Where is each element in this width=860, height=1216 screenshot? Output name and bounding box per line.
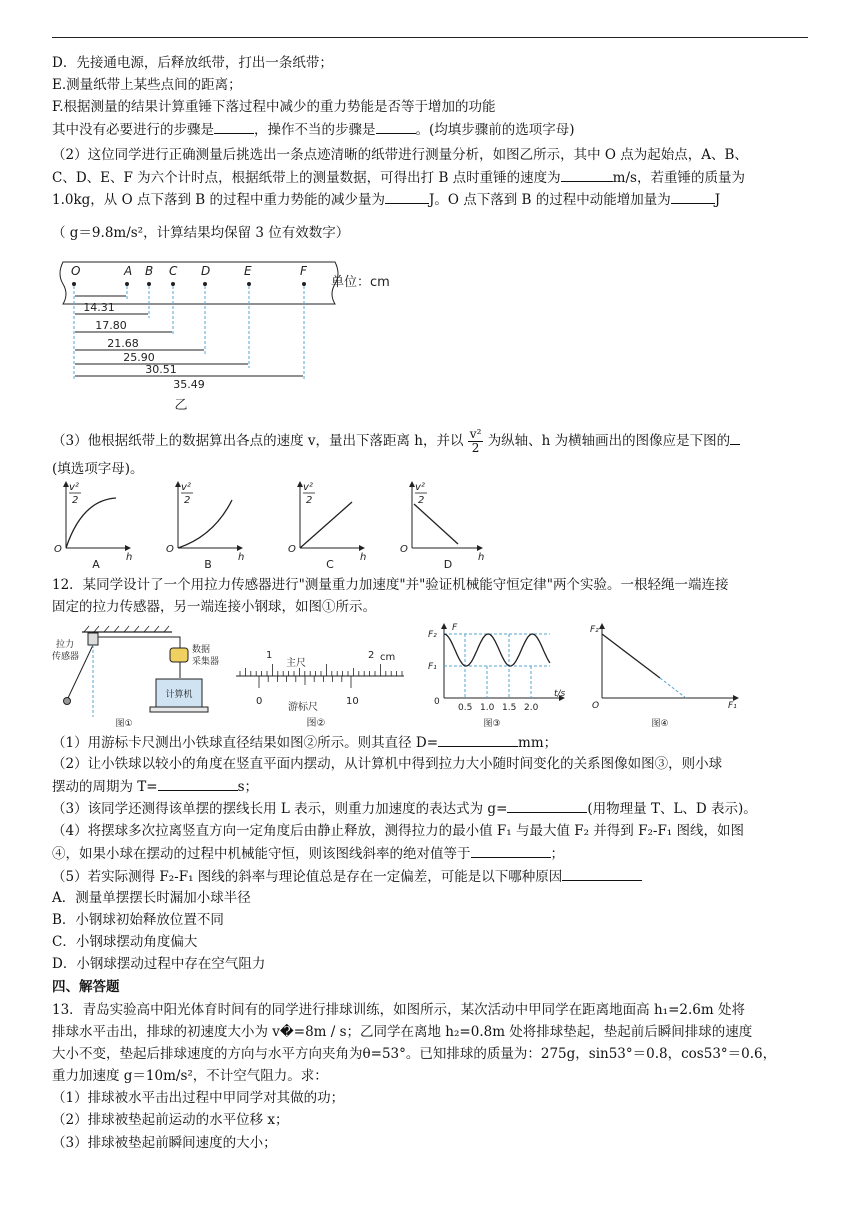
svg-text:计算机: 计算机	[165, 690, 193, 700]
q2-line1: （2）这位同学进行正确测量后挑选出一条点迹清晰的纸带进行测量分析，如图乙所示，其中 O 点为起始点，A、B、	[52, 147, 748, 163]
answer-blank[interactable]	[471, 843, 551, 858]
svg-text:2: 2	[72, 495, 79, 506]
tape-dot	[125, 282, 129, 286]
svg-text:0: 0	[256, 696, 263, 707]
steel-ball	[64, 698, 71, 705]
svg-text:0.5: 0.5	[458, 703, 473, 713]
answer-blank[interactable]	[385, 189, 429, 204]
answer-blank[interactable]	[158, 776, 238, 791]
svg-text:2: 2	[184, 495, 191, 506]
q12-s4: （4）将摆球多次拉离竖直方向一定角度后由静止释放，测得拉力的最小值 F₁ 与最大值 F₂ 并得到 F₂-F₁ 图线，如图	[52, 823, 745, 839]
svg-text:2: 2	[306, 495, 313, 506]
svg-text:F₂: F₂	[590, 625, 599, 635]
tape-distance: 30.51	[145, 363, 177, 376]
svg-text:t/s: t/s	[554, 689, 566, 699]
option-d[interactable]: D．小钢球摆动过程中存在空气阻力	[52, 956, 266, 972]
step-e: E.测量纸带上某些点间的距离；	[52, 77, 242, 93]
paper-tape-figure	[55, 256, 405, 416]
option-label: B	[204, 558, 212, 570]
q12-s4b: ④，如果小球在摆动的过程中机械能守恒，则该图线斜率的绝对值等于 ；	[52, 843, 812, 864]
tape-dot	[203, 282, 207, 286]
q13-line3: 大小不变，垫起后排球速度的方向与水平方向夹角为θ=53°。已知排球的质量为：275g，sin53°＝0.8，cos53°＝0.6，	[52, 1046, 777, 1062]
svg-text:O: O	[592, 701, 600, 711]
svg-text:O: O	[166, 544, 174, 555]
v2-over-2: $\frac{\text{v²}}{2}$	[469, 427, 482, 455]
f2-f1-line	[602, 634, 660, 678]
force-curve	[444, 634, 550, 666]
svg-text:2: 2	[418, 495, 425, 506]
svg-text:采集器: 采集器	[192, 657, 220, 667]
tape-point-label: O	[71, 264, 81, 278]
q3-line1: （3）他根据纸带上的数据算出各点的速度 v，量出下落距离 h，并以 $\frac{\text{v²}}{2}$ 为纵轴、h 为横轴画出的图像应是下图的	[52, 426, 812, 456]
svg-text:游标尺: 游标尺	[288, 702, 318, 713]
option-label: A	[92, 558, 100, 570]
figure-caption: 图②	[306, 718, 326, 729]
answer-blank[interactable]	[438, 732, 518, 747]
svg-text:h: h	[478, 552, 485, 563]
svg-text:F₂: F₂	[428, 630, 437, 640]
svg-text:10: 10	[346, 696, 359, 707]
option-graphs	[52, 478, 502, 570]
tape-point-label: E	[244, 264, 252, 278]
tape-distance: 35.49	[173, 378, 205, 391]
option-b[interactable]: B．小钢球初始释放位置不同	[52, 912, 224, 928]
tape-point-label: A	[124, 264, 133, 278]
header-rule	[52, 37, 808, 38]
svg-text:v²: v²	[181, 482, 191, 493]
option-a[interactable]: A．测量单摆摆长时漏加小球半径	[52, 890, 251, 906]
apparatus-figure	[52, 622, 232, 732]
graph-line	[414, 504, 458, 544]
graph-line	[300, 502, 352, 548]
svg-text:F₁: F₁	[728, 701, 737, 711]
answer-blank[interactable]	[561, 167, 613, 182]
svg-text:0: 0	[434, 697, 440, 707]
q12-line2: 固定的拉力传感器，另一端连接小钢球，如图①所示。	[52, 599, 376, 615]
force-sensor	[88, 633, 98, 645]
q13-part1: （1）排球被水平击出过程中甲同学对其做的功；	[52, 1090, 345, 1106]
svg-text:主尺: 主尺	[286, 658, 306, 669]
q12-s5: （5）若实际测得 F₂-F₁ 图线的斜率与理论值总是存在一定偏差，可能是以下哪种原因	[52, 866, 812, 887]
tape-dot	[147, 282, 151, 286]
tape-dot	[302, 282, 306, 286]
svg-text:2.0: 2.0	[524, 703, 539, 713]
svg-text:F₁: F₁	[428, 662, 437, 672]
q13-line4: 重力加速度 g＝10m/s²，不计空气阻力。求：	[52, 1068, 328, 1084]
q2-line2: C、D、E、F 为六个计时点，根据纸带上的测量数据，可得出打 B 点时重锤的速度为 m/s，若重锤的质量为	[52, 167, 812, 188]
tape-point-label: F	[300, 264, 307, 278]
option-label: D	[443, 558, 453, 570]
tape-dot	[171, 282, 175, 286]
q13-line2: 排球水平击出，排球的初速度大小为 v�=8m / s；乙同学在离地 h₂=0.8m 处将排球垫起，垫起前后瞬间排球的速度	[52, 1024, 753, 1040]
svg-text:数据: 数据	[192, 645, 211, 655]
answer-blank[interactable]	[671, 189, 715, 204]
graph-curve	[178, 500, 232, 548]
q3-line2: (填选项字母)。	[52, 461, 144, 477]
svg-text:2: 2	[368, 650, 375, 661]
svg-text:拉力: 拉力	[56, 640, 75, 650]
svg-text:传感器: 传感器	[52, 652, 80, 662]
svg-text:1.0: 1.0	[480, 703, 495, 713]
svg-text:h: h	[238, 552, 245, 563]
q12-s3: （3）该同学还测得该单摆的摆线长用 L 表示，则重力加速度的表达式为 g= (用物理量 T、L、D 表示)。	[52, 798, 812, 819]
tape-point-label: C	[169, 264, 178, 278]
tape-dot	[72, 282, 76, 286]
figure-caption: 图①	[115, 719, 133, 729]
step-d: D．先接通电源，后释放纸带，打出一条纸带；	[52, 55, 333, 71]
q2-line4: （ g＝9.8m/s²，计算结果均保留 3 位有效数字）	[52, 225, 350, 241]
tape-distance: 17.80	[95, 319, 127, 332]
tape-unit: 单位：cm	[331, 275, 390, 290]
tape-distance: 14.31	[83, 301, 115, 314]
q13-part2: （2）排球被垫起前运动的水平位移 x；	[52, 1112, 289, 1128]
paper-tape	[60, 262, 338, 304]
answer-blank[interactable]	[730, 430, 740, 445]
vernier-figure	[232, 640, 412, 732]
figure-caption: 图④	[651, 719, 669, 729]
tape-dot	[247, 282, 251, 286]
answer-blank[interactable]	[507, 798, 587, 813]
answer-blank[interactable]	[214, 119, 254, 134]
svg-text:cm: cm	[380, 652, 396, 663]
f2-f1-graph	[588, 620, 748, 732]
tape-point-label: B	[145, 264, 154, 278]
tape-caption: 乙	[174, 398, 188, 413]
svg-text:O: O	[54, 544, 62, 555]
q13-line1: 13．青岛实验高中阳光体育时间有的同学进行排球训练，如图所示，某次活动中甲同学在距离地面高 h₁=2.6m 处将	[52, 1002, 745, 1018]
svg-text:F: F	[452, 623, 458, 633]
svg-text:v²: v²	[303, 482, 313, 493]
q2-line3: 1.0kg，从 O 点下落到 B 的过程中重力势能的减少量为 J。O 点下落到 B 的过程中动能增加量为 J	[52, 189, 812, 210]
svg-text:O: O	[400, 544, 408, 555]
tape-distance: 21.68	[107, 337, 139, 350]
answer-blank[interactable]	[562, 866, 642, 881]
q12-line1: 12．某同学设计了一个用拉力传感器进行"测量重力加速度"并"验证机械能守恒定律"两个实验。一根轻绳一端连接	[52, 577, 729, 593]
step-f: F.根据测量的结果计算重锤下落过程中减少的重力势能是否等于增加的功能	[52, 99, 496, 115]
svg-text:1: 1	[266, 650, 273, 661]
q12-s1: （1）用游标卡尺测出小铁球直径结果如图②所示。则其直径 D= mm；	[52, 732, 812, 753]
svg-text:h: h	[360, 552, 367, 563]
q1-line: 其中没有必要进行的步骤是 ，操作不当的步骤是 。(均填步骤前的选项字母)	[52, 119, 812, 140]
svg-text:1.5: 1.5	[502, 703, 517, 713]
svg-text:v²: v²	[415, 482, 425, 493]
option-label: C	[326, 558, 334, 570]
q13-part3: （3）排球被垫起前瞬间速度的大小；	[52, 1135, 277, 1151]
q12-s2b: 摆动的周期为 T= s；	[52, 776, 812, 797]
answer-blank[interactable]	[376, 119, 416, 134]
data-collector	[170, 648, 188, 662]
force-time-graph	[422, 620, 572, 732]
q12-s2: （2）让小铁球以较小的角度在竖直平面内摆动，从计算机中得到拉力大小随时间变化的关系图像如图③，则小球	[52, 756, 723, 772]
section-heading: 四、解答题	[52, 979, 120, 995]
tape-distance: 25.90	[123, 351, 155, 364]
figure-caption: 图③	[483, 719, 501, 729]
graph-ylabel: v²	[69, 482, 79, 493]
svg-text:h: h	[126, 552, 133, 563]
option-c[interactable]: C．小钢球摆动角度偏大	[52, 934, 198, 950]
svg-text:O: O	[288, 544, 296, 555]
tape-point-label: D	[201, 264, 211, 278]
